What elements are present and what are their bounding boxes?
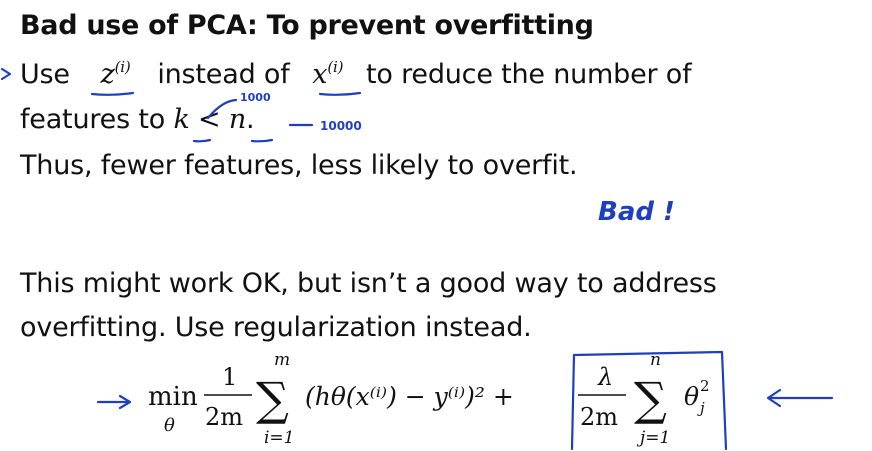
fraction2-denominator: 2m xyxy=(580,403,619,431)
theta-superscript: 2 xyxy=(700,377,710,395)
z-superscript: (i) xyxy=(114,58,131,76)
underline-z xyxy=(92,93,133,95)
fraction1-denominator: 2m xyxy=(205,403,244,431)
x-superscript: (i) xyxy=(327,58,344,76)
sum2-upper: n xyxy=(650,350,661,370)
reduce-text: to reduce the number of xyxy=(366,59,692,90)
sum1-lower: i=1 xyxy=(264,428,295,448)
error-term: (hθ(x⁽ⁱ⁾) − y⁽ⁱ⁾)² + xyxy=(305,382,514,411)
n-variable: n xyxy=(228,104,247,135)
instead-of-text: instead of xyxy=(157,59,290,90)
sum2-sigma: ∑ xyxy=(634,372,667,426)
sum2-lower: j=1 xyxy=(640,428,671,448)
n-value-note: 10000 xyxy=(320,119,362,133)
theta-term: θ xyxy=(684,382,700,411)
sum1-sigma: ∑ xyxy=(256,372,289,426)
fraction1-numerator: 1 xyxy=(222,363,238,391)
cost-function-formula xyxy=(0,345,872,451)
features-to-text: features to xyxy=(20,104,166,135)
x-variable: x xyxy=(312,59,328,90)
z-variable: z xyxy=(100,59,115,90)
advice-line-1: This might work OK, but isn’t a good way to address xyxy=(20,268,717,299)
sum1-upper: m xyxy=(274,350,291,370)
less-than-symbol: < xyxy=(198,104,221,135)
conclusion-line: Thus, fewer features, less likely to overfit. xyxy=(20,150,578,181)
k-variable: k xyxy=(173,104,190,135)
period: . xyxy=(246,104,255,135)
min-subscript: θ xyxy=(164,415,175,436)
k-value-note: 1000 xyxy=(240,91,271,104)
underline-x xyxy=(320,93,360,95)
advice-line-2: overfitting. Use regularization instead. xyxy=(20,312,532,343)
slide-title: Bad use of PCA: To prevent overfitting xyxy=(20,10,594,41)
verdict-note: Bad ! xyxy=(598,197,675,227)
use-word: Use xyxy=(20,59,70,90)
fraction2-numerator: λ xyxy=(598,363,614,391)
underline-k xyxy=(194,140,210,141)
arrow-to-k xyxy=(208,100,236,118)
min-operator: min xyxy=(148,382,198,412)
theta-subscript: j xyxy=(700,399,705,417)
underline-n xyxy=(252,140,272,141)
